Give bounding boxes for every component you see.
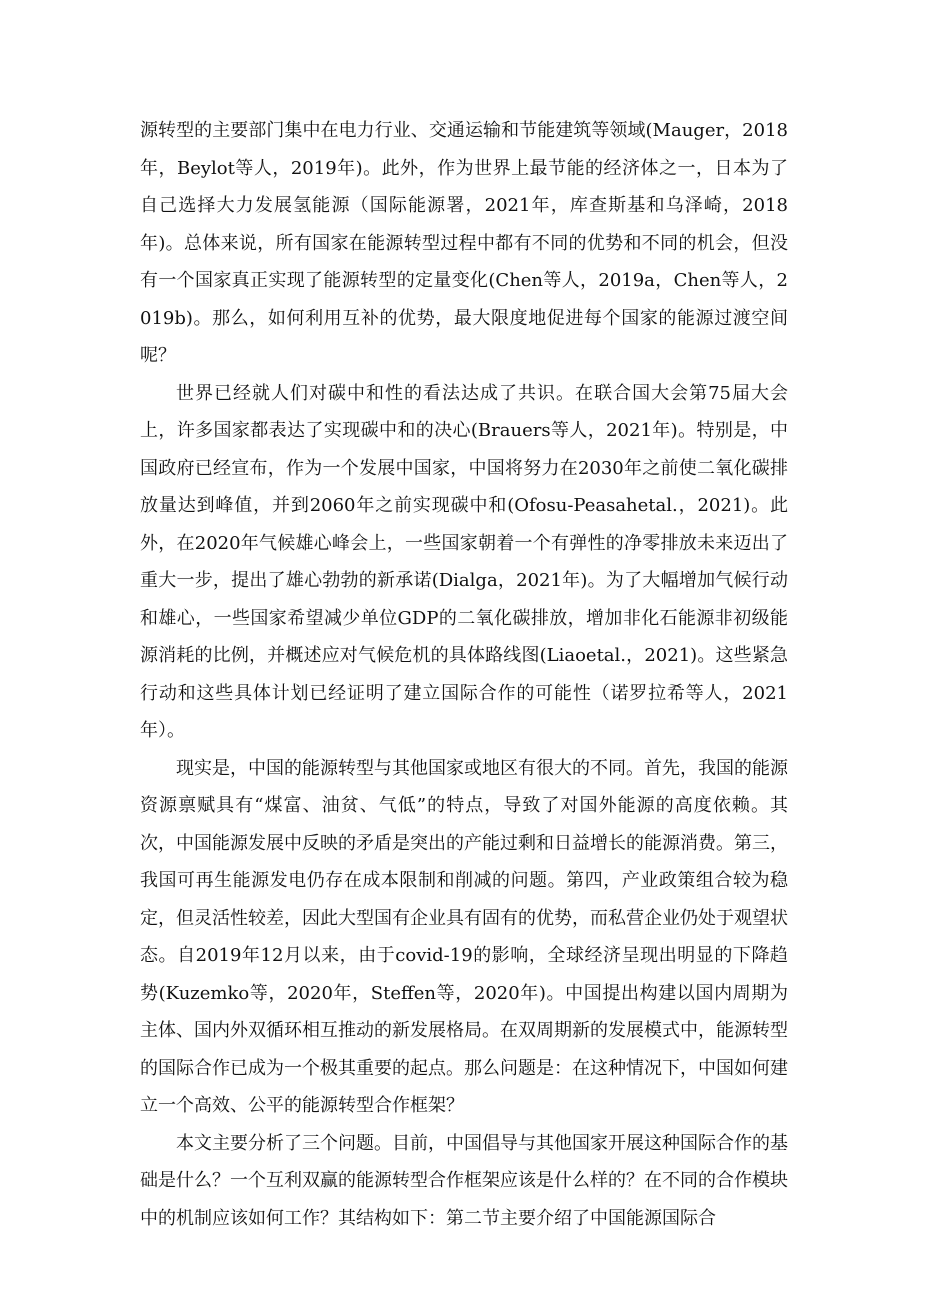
paragraph-3: 现实是，中国的能源转型与其他国家或地区有很大的不同。首先，我国的能源资源禀赋具有“煤富、油贫、气低”的特点，导致了对国外能源的高度依赖。其次，中国能源发展中反映的矛盾是突出的产能过剩和日益增长的能源消费。第三，我国可再生能源发电仍存在成本限制和削减的问题。第四，产业政策组合较为稳定，但灵活性较差，因此大型国有企业具有固有的优势，而私营企业仍处于观望状态。自2019年12月以来，由于covid-19的影响，全球经济呈现出明显的下降趋势(Kuzemko等，2020年，Steffen等，2020年)。中国提出构建以国内周期为主体、国内外双循环相互推动的新发展格局。在双周期新的发展模式中，能源转型的国际合作已成为一个极其重要的起点。那么问题是：在这种情况下，中国如何建立一个高效、公平的能源转型合作框架？ [140,757,788,1116]
paragraph-2: 世界已经就人们对碳中和性的看法达成了共识。在联合国大会第75届大会上，许多国家都表达了实现碳中和的决心(Brauers等人，2021年)。特别是，中国政府已经宣布，作为一个发展中国家，中国将努力在2030年之前使二氧化碳排放量达到峰值，并到2060年之前实现碳中和(Ofosu-Peasahetal.，2021)。此外，在2020年气候雄心峰会上，一些国家朝着一个有弹性的净零排放未来迈出了重大一步，提出了雄心勃勃的新承诺(Dialga，2021年)。为了大幅增加气候行动和雄心，一些国家希望减少单位GDP的二氧化碳排放，增加非化石能源非初级能源消耗的比例，并概述应对气候危机的具体路线图(Liaoetal.，2021)。这些紧急行动和这些具体计划已经证明了建立国际合作的可能性（诺罗拉希等人，2021年）。 [140,382,788,741]
body-text [140,112,788,1237]
paragraph-1: 源转型的主要部门集中在电力行业、交通运输和节能建筑等领域(Mauger，2018年，Beylot等人，2019年)。此外，作为世界上最节能的经济体之一，日本为了自己选择大力发展氢能源（国际能源署，2021年，库查斯基和乌泽崎，2018年)。总体来说，所有国家在能源转型过程中都有不同的优势和不同的机会，但没有一个国家真正实现了能源转型的定量变化(Chen等人，2019a，Chen等人，2019b)。那么，如何利用互补的优势，最大限度地促进每个国家的能源过渡空间呢？ [140,120,788,366]
paragraph-4: 本文主要分析了三个问题。目前，中国倡导与其他国家开展这种国际合作的基础是什么？一个互利双赢的能源转型合作框架应该是什么样的？在不同的合作模块中的机制应该如何工作？其结构如下：第二节主要介绍了中国能源国际合 [140,1132,788,1229]
